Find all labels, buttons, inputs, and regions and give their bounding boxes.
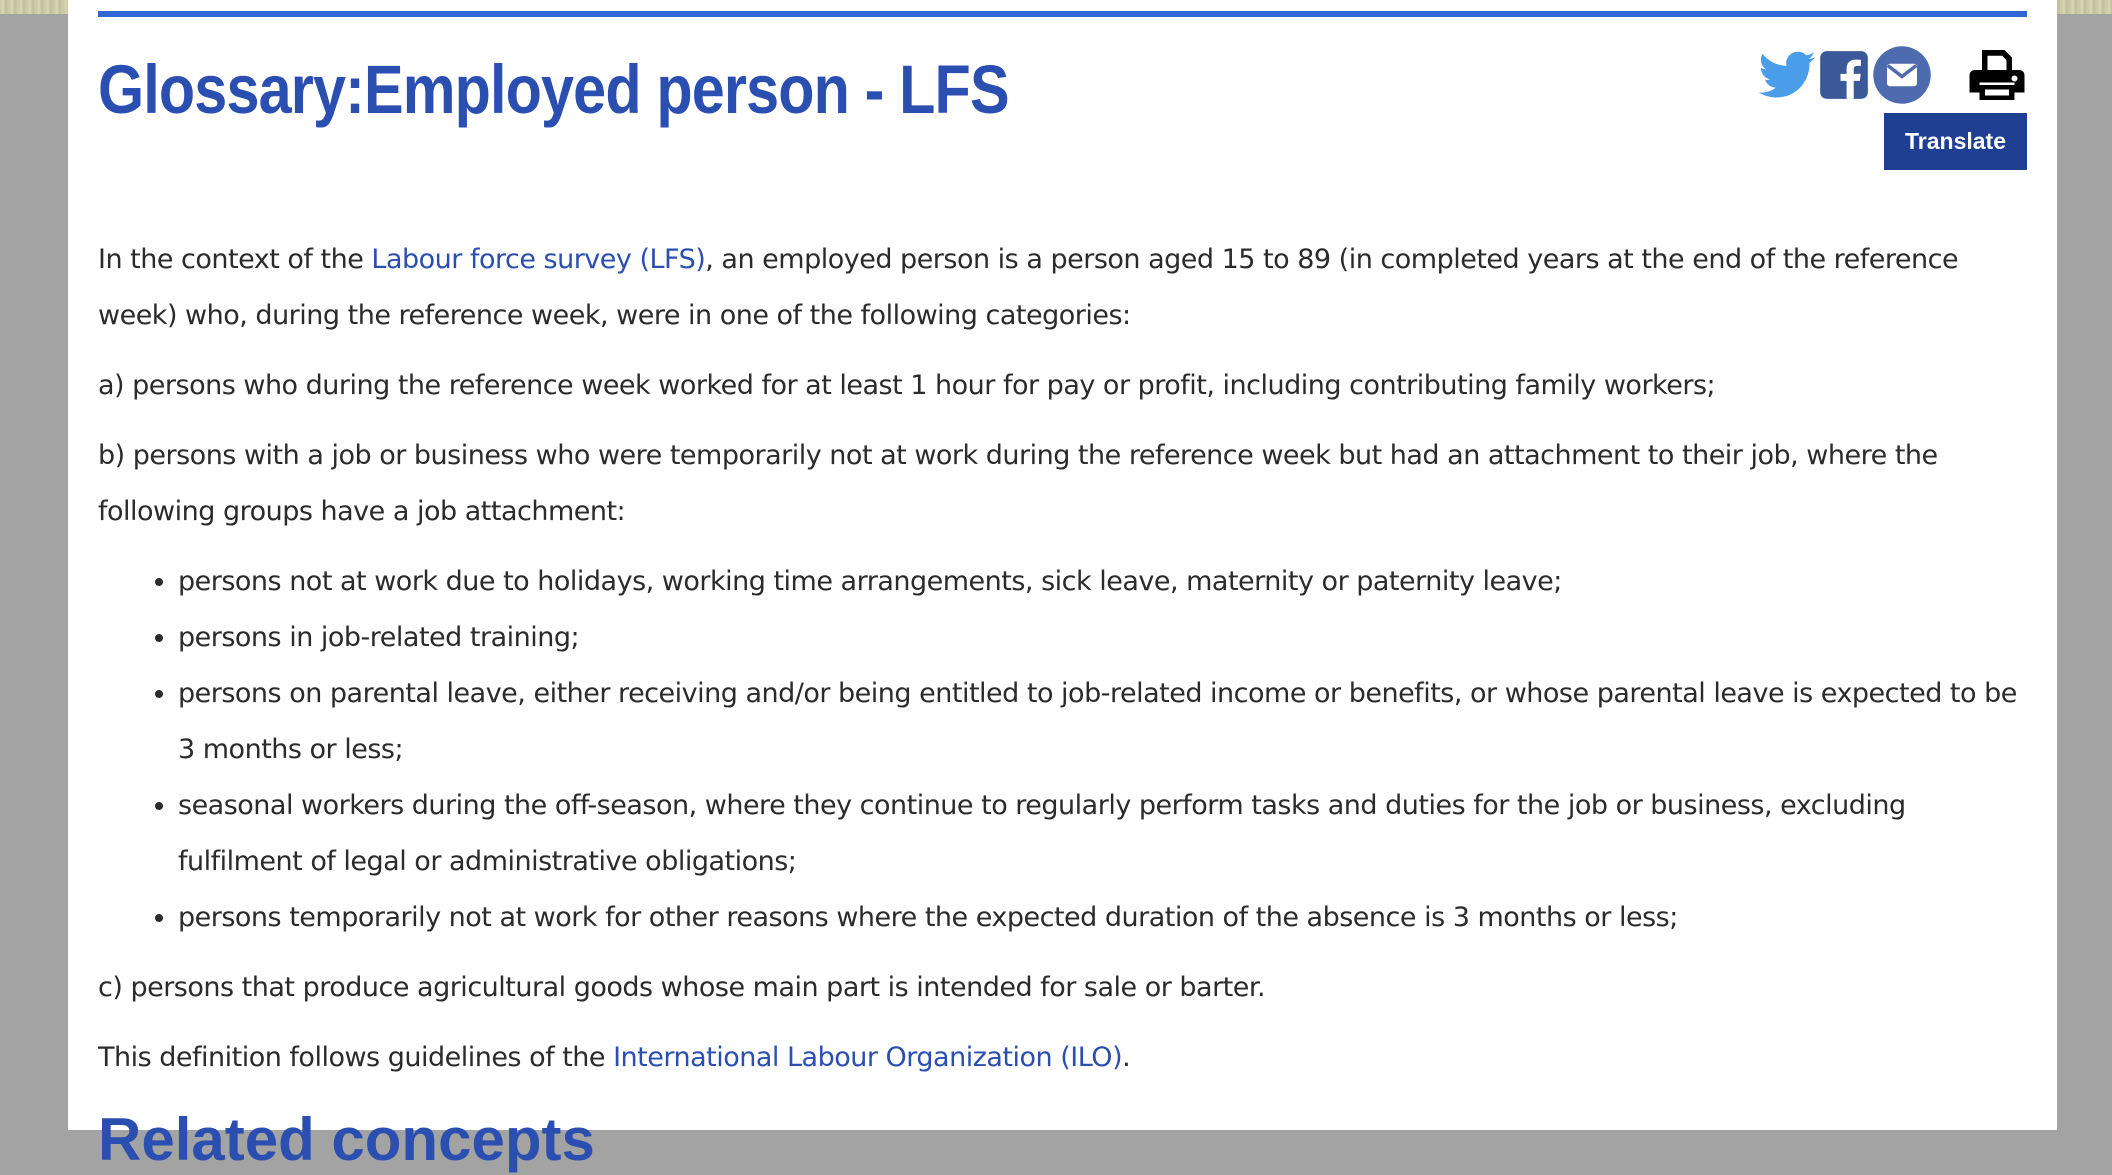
list-item: • seasonal workers during the off-season, where they continue to regularly perform tasks and duties for the job or business, excluding fulfilment of legal or administrative obligations; (178, 778, 2033, 890)
list-item: • persons on parental leave, either receiving and/or being entitled to job-related income or benefits, or whose parental leave is expected to be 3 months or less; (178, 666, 2033, 778)
share-toolbar (1756, 44, 2027, 110)
accent-bar (98, 11, 2027, 17)
print-icon[interactable] (1967, 44, 2027, 106)
twitter-icon[interactable] (1756, 44, 1818, 106)
category-a: a) persons who during the reference week worked for at least 1 hour for pay or profit, including contributing family workers; (98, 370, 1716, 401)
category-c: c) persons that produce agricultural goods whose main part is intended for sale or barter. (98, 972, 1266, 1003)
translate-button[interactable]: Translate (1884, 113, 2027, 170)
job-attachment-list (98, 554, 2033, 946)
page-content (68, 0, 2057, 1173)
list-item: • persons in job-related training; (178, 610, 2033, 666)
facebook-icon[interactable] (1818, 44, 1870, 106)
category-b: b) persons with a job or business who were temporarily not at work during the reference week but had an attachment to their job, where the following groups have a job attachment: (98, 440, 1938, 527)
related-concepts-heading: Related concepts (98, 1106, 595, 1173)
lfs-link[interactable]: Labour force survey (LFS) (371, 244, 706, 275)
list-item: • persons temporarily not at work for other reasons where the expected duration of the absence is 3 months or less; (178, 890, 2033, 946)
ilo-text: This definition follows guidelines of the (98, 1042, 614, 1073)
ilo-text-end: . (1122, 1042, 1131, 1073)
intro-paragraph (98, 232, 2033, 344)
ilo-link[interactable]: International Labour Organization (ILO) (613, 1042, 1123, 1073)
definition-body (98, 232, 2033, 1100)
page-title: Glossary:Employed person - LFS (98, 51, 1009, 128)
intro-text: In the context of the (98, 244, 372, 275)
intro-text-continued: , an employed person is a person aged 15 to 89 (in completed years at the end of the reference week) who, during the reference week, were in one of the following categories: (98, 244, 1959, 331)
ilo-paragraph (98, 1030, 2033, 1086)
email-icon[interactable] (1872, 44, 1932, 106)
list-item: • persons not at work due to holidays, working time arrangements, sick leave, maternity or paternity leave; (178, 554, 2033, 610)
